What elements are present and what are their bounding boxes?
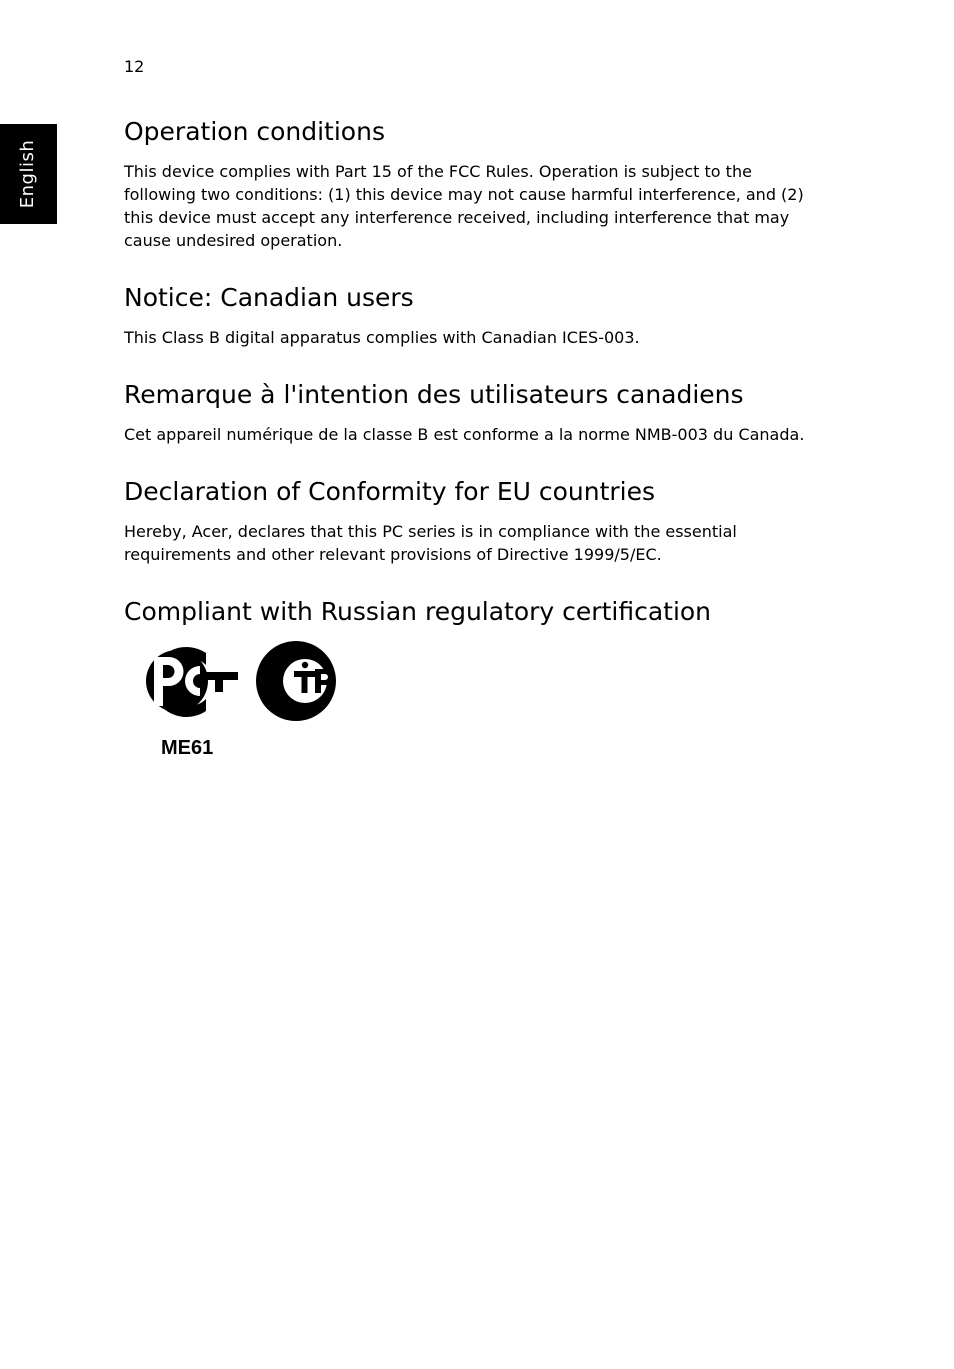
section-body: This device complies with Part 15 of the FCC Rules. Operation is subject to the following two conditions: (1) this device may not cause harmful interference, and (2) this device must accept any interference received, including interference that may cause undesired operation.	[124, 162, 804, 250]
certification-logos	[124, 640, 824, 765]
section-canadian-notice-fr	[124, 377, 824, 446]
section-body: Cet appareil numérique de la classe B est conforme a la norme NMB-003 du Canada.	[124, 425, 805, 444]
section-canadian-notice	[124, 280, 824, 349]
gost-tr-mark-icon	[255, 640, 347, 722]
section-operation-conditions	[124, 114, 824, 252]
page-number: 12	[124, 57, 145, 76]
section-body: Hereby, Acer, declares that this PC series is in compliance with the essential requirements and other relevant provisions of Directive 1999/5/EC.	[124, 522, 737, 564]
certification-code: ME61	[161, 737, 214, 759]
section-body: This Class B digital apparatus complies with Canadian ICES-003.	[124, 328, 640, 347]
language-tab	[0, 124, 57, 224]
language-tab-label: English	[17, 139, 38, 209]
section-heading: Operation conditions	[124, 117, 385, 146]
page-content	[124, 114, 824, 765]
section-heading: Notice: Canadian users	[124, 283, 414, 312]
section-eu-conformity	[124, 474, 824, 566]
section-heading: Declaration of Conformity for EU countries	[124, 477, 656, 506]
section-heading: Compliant with Russian regulatory certification	[124, 597, 712, 626]
pct-mark-icon	[136, 640, 240, 722]
section-heading: Remarque à l'intention des utilisateurs canadiens	[124, 380, 744, 409]
section-russian-certification	[124, 594, 824, 765]
